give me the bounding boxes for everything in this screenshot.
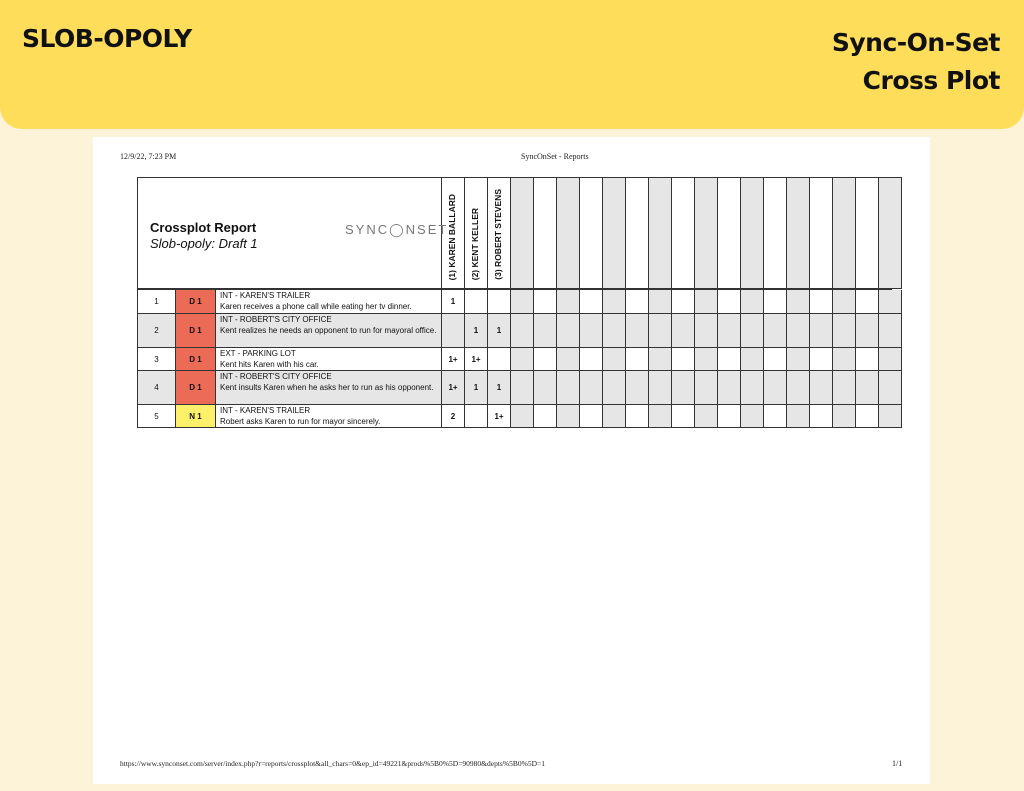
scene-row <box>137 405 892 428</box>
cast-cell <box>465 405 488 428</box>
scene-synopsis: Kent realizes he needs an opponent to run for mayoral office. <box>220 325 437 335</box>
character-column-header <box>442 177 465 289</box>
empty-cell <box>511 348 534 371</box>
cast-cell <box>465 290 488 314</box>
character-column-header <box>488 177 511 289</box>
cast-cell: 1 <box>465 371 488 405</box>
empty-cell <box>580 290 603 314</box>
empty-cell <box>534 405 557 428</box>
scene-description <box>216 348 442 371</box>
banner-subtitle <box>832 24 1000 100</box>
empty-cell <box>672 314 695 348</box>
empty-cell <box>879 290 902 314</box>
empty-column-header <box>557 177 580 289</box>
scene-day-badge: N 1 <box>176 405 216 428</box>
empty-cell <box>833 371 856 405</box>
character-name: (3) ROBERT STEVENS <box>493 189 503 280</box>
scene-synopsis: Kent hits Karen with his car. <box>220 359 319 369</box>
empty-cell <box>557 371 580 405</box>
empty-cell <box>649 314 672 348</box>
character-name: (1) KAREN BALLARD <box>447 193 457 280</box>
empty-cell <box>833 348 856 371</box>
page-number: 1/1 <box>892 759 903 768</box>
empty-cell <box>511 405 534 428</box>
empty-column-header <box>603 177 626 289</box>
empty-cell <box>511 371 534 405</box>
empty-cell <box>741 348 764 371</box>
cast-cell <box>488 290 511 314</box>
empty-column-header <box>580 177 603 289</box>
empty-column-header <box>810 177 833 289</box>
empty-cell <box>718 371 741 405</box>
empty-cell <box>718 405 741 428</box>
empty-cell <box>557 314 580 348</box>
crossplot-table <box>137 177 892 427</box>
scene-synopsis: Kent insults Karen when he asks her to run as his opponent. <box>220 382 434 392</box>
scene-day-badge: D 1 <box>176 348 216 371</box>
empty-cell <box>695 371 718 405</box>
empty-cell <box>718 314 741 348</box>
empty-cell <box>741 371 764 405</box>
empty-cell <box>764 348 787 371</box>
cast-cell: 2 <box>442 405 465 428</box>
empty-cell <box>511 290 534 314</box>
empty-cell <box>787 314 810 348</box>
scene-number: 4 <box>137 371 176 405</box>
empty-column-header <box>856 177 879 289</box>
empty-cell <box>787 371 810 405</box>
empty-column-header <box>534 177 557 289</box>
empty-column-header <box>511 177 534 289</box>
scene-description <box>216 290 442 314</box>
report-subtitle: Slob-opoly: Draft 1 <box>150 236 258 251</box>
empty-cell <box>534 371 557 405</box>
empty-cell <box>810 405 833 428</box>
print-doc-title: SyncOnSet - Reports <box>521 152 589 161</box>
scene-description <box>216 371 442 405</box>
empty-cell <box>764 290 787 314</box>
scene-heading: INT - ROBERT'S CITY OFFICE <box>220 315 332 324</box>
empty-cell <box>603 314 626 348</box>
empty-cell <box>695 290 718 314</box>
empty-cell <box>580 314 603 348</box>
empty-cell <box>764 405 787 428</box>
scene-day-badge: D 1 <box>176 314 216 348</box>
empty-cell <box>649 348 672 371</box>
empty-cell <box>741 290 764 314</box>
empty-cell <box>672 405 695 428</box>
empty-column-header <box>787 177 810 289</box>
empty-column-header <box>672 177 695 289</box>
cast-cell: 1+ <box>442 371 465 405</box>
header-banner <box>0 0 1024 129</box>
scene-day-badge: D 1 <box>176 371 216 405</box>
empty-cell <box>557 348 580 371</box>
empty-column-header <box>741 177 764 289</box>
empty-cell <box>879 371 902 405</box>
empty-cell <box>603 371 626 405</box>
print-datetime: 12/9/22, 7:23 PM <box>120 152 177 161</box>
empty-cell <box>741 405 764 428</box>
project-title: SLOB-OPOLY <box>22 24 192 53</box>
empty-cell <box>557 405 580 428</box>
empty-cell <box>626 405 649 428</box>
empty-cell <box>856 371 879 405</box>
empty-cell <box>856 348 879 371</box>
empty-cell <box>695 348 718 371</box>
cast-cell <box>442 314 465 348</box>
empty-cell <box>626 314 649 348</box>
empty-cell <box>810 314 833 348</box>
scene-description <box>216 314 442 348</box>
empty-cell <box>649 290 672 314</box>
scene-heading: INT - ROBERT'S CITY OFFICE <box>220 372 332 381</box>
empty-cell <box>534 290 557 314</box>
empty-cell <box>810 290 833 314</box>
empty-cell <box>672 348 695 371</box>
empty-cell <box>833 290 856 314</box>
empty-cell <box>603 348 626 371</box>
scene-synopsis: Karen receives a phone call while eating her tv dinner. <box>220 301 412 311</box>
empty-cell <box>810 371 833 405</box>
cast-cell: 1+ <box>465 348 488 371</box>
empty-cell <box>833 405 856 428</box>
scene-heading: EXT - PARKING LOT <box>220 349 296 358</box>
cast-cell: 1 <box>442 290 465 314</box>
scene-heading: INT - KAREN'S TRAILER <box>220 291 311 300</box>
empty-cell <box>626 290 649 314</box>
empty-cell <box>557 290 580 314</box>
print-url: https://www.synconset.com/server/index.php?r=reports/crossplot&all_chars=0&ep_id=49221&prods%5B0%5D=90980&depts%5B0%5D=1 <box>120 759 545 768</box>
empty-cell <box>718 348 741 371</box>
cast-cell <box>488 348 511 371</box>
empty-cell <box>580 405 603 428</box>
empty-cell <box>603 405 626 428</box>
empty-column-header <box>718 177 741 289</box>
empty-cell <box>534 348 557 371</box>
scene-number: 2 <box>137 314 176 348</box>
empty-cell <box>810 348 833 371</box>
empty-cell <box>879 348 902 371</box>
empty-column-header <box>649 177 672 289</box>
scene-synopsis: Robert asks Karen to run for mayor sincerely. <box>220 416 381 426</box>
empty-cell <box>603 290 626 314</box>
empty-cell <box>695 405 718 428</box>
scene-row <box>137 314 892 348</box>
synconset-logo: SYNC◯NSET <box>345 222 449 237</box>
empty-cell <box>787 405 810 428</box>
empty-cell <box>649 405 672 428</box>
empty-cell <box>672 290 695 314</box>
empty-cell <box>741 314 764 348</box>
empty-cell <box>649 371 672 405</box>
empty-cell <box>511 314 534 348</box>
empty-cell <box>626 371 649 405</box>
scene-number: 5 <box>137 405 176 428</box>
scene-description <box>216 405 442 428</box>
empty-cell <box>626 348 649 371</box>
cast-cell: 1 <box>488 371 511 405</box>
scene-day-badge: D 1 <box>176 290 216 314</box>
banner-subtitle-line-1: Sync-On-Set <box>831 28 1000 57</box>
cast-cell: 1 <box>488 314 511 348</box>
empty-cell <box>856 290 879 314</box>
empty-cell <box>879 405 902 428</box>
scene-row <box>137 290 892 314</box>
empty-column-header <box>764 177 787 289</box>
empty-cell <box>856 405 879 428</box>
empty-cell <box>833 314 856 348</box>
empty-cell <box>672 371 695 405</box>
banner-subtitle-line-2: Cross Plot <box>862 66 1000 95</box>
empty-cell <box>856 314 879 348</box>
empty-cell <box>580 348 603 371</box>
cast-cell: 1+ <box>442 348 465 371</box>
empty-cell <box>580 371 603 405</box>
empty-column-header <box>626 177 649 289</box>
empty-cell <box>695 314 718 348</box>
empty-column-header <box>695 177 718 289</box>
report-sheet <box>93 137 930 784</box>
empty-cell <box>534 314 557 348</box>
scene-row <box>137 348 892 371</box>
empty-column-header <box>833 177 856 289</box>
empty-cell <box>764 371 787 405</box>
character-name: (2) KENT KELLER <box>470 207 480 280</box>
empty-cell <box>787 290 810 314</box>
empty-column-header <box>879 177 902 289</box>
scene-row <box>137 371 892 405</box>
cast-cell: 1 <box>465 314 488 348</box>
empty-cell <box>787 348 810 371</box>
report-title-box <box>137 177 449 289</box>
character-column-header <box>465 177 488 289</box>
report-title: Crossplot Report <box>150 220 257 235</box>
scene-heading: INT - KAREN'S TRAILER <box>220 406 311 415</box>
empty-cell <box>764 314 787 348</box>
scene-number: 1 <box>137 290 176 314</box>
empty-cell <box>718 290 741 314</box>
cast-cell: 1+ <box>488 405 511 428</box>
scene-number: 3 <box>137 348 176 371</box>
empty-cell <box>879 314 902 348</box>
